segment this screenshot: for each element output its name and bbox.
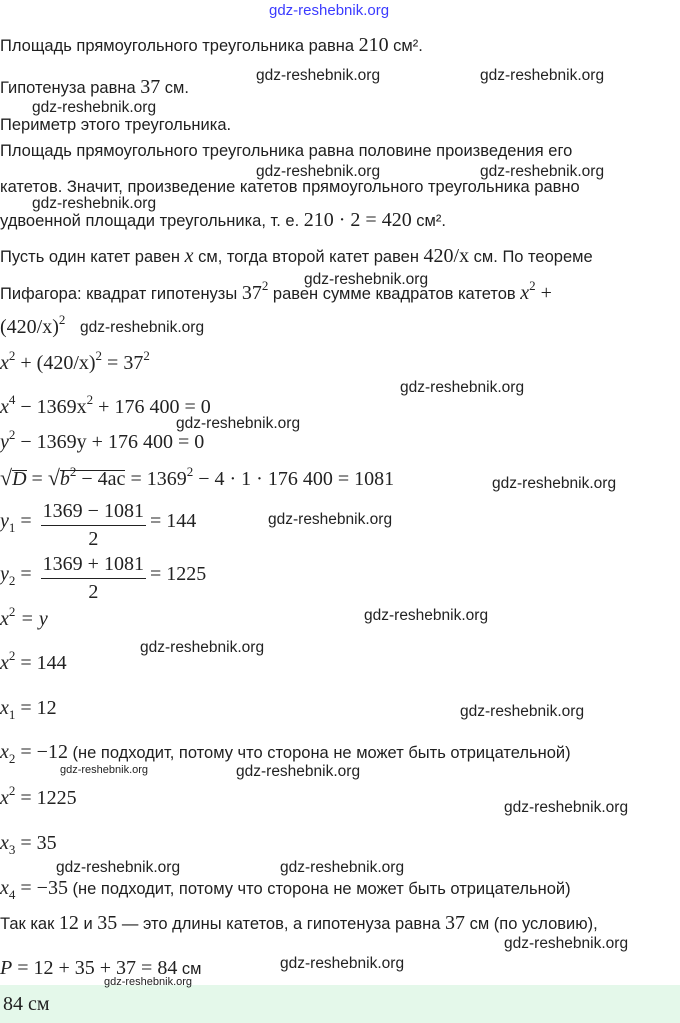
watermark: gdz-reshebnik.org (280, 955, 405, 972)
watermark: gdz-reshebnik.org (504, 799, 629, 816)
given-area-value: 210 (358, 34, 389, 56)
second-leg-squared: (420/x) (0, 316, 59, 338)
watermark: gdz-reshebnik.org (480, 67, 605, 84)
eq-term: x (0, 652, 9, 674)
watermark: gdz-reshebnik.org (256, 163, 381, 180)
x-variable: x (520, 282, 530, 304)
equation-x1 (0, 697, 57, 720)
eq-term: x (0, 877, 9, 899)
explanation-line-6 (0, 312, 66, 339)
watermark: gdz-reshebnik.org (504, 935, 629, 952)
eq-term: − 4ac (76, 468, 126, 490)
eq-power: 2 (143, 348, 150, 363)
eq-power: 2 (8, 648, 16, 663)
eq-term: = −12 (15, 741, 68, 763)
double-area-unit: см². (411, 212, 446, 230)
given-area-unit: см². (388, 37, 423, 55)
conclusion-text: см (по условию), (465, 915, 598, 933)
eq-term: = 144 (149, 510, 197, 533)
eq-term: x (0, 787, 9, 809)
second-leg-expr: 420/x (423, 245, 470, 267)
watermark: gdz-reshebnik.org (492, 475, 617, 492)
eq-subscript: 3 (8, 842, 16, 857)
explanation-line-4 (0, 245, 593, 268)
explanation-line-2: катетов. Значит, произведение катетов прямоугольного треугольника равно (0, 178, 580, 196)
equation-substitution (0, 604, 48, 631)
fraction-numerator: 1369 + 1081 (41, 553, 146, 579)
eq-term: = 1225 (15, 787, 77, 809)
sqrt-sign-icon: √ (47, 465, 60, 490)
perimeter-unit: см (177, 960, 202, 978)
eq-term: y (0, 510, 9, 533)
watermark: gdz-reshebnik.org (304, 271, 429, 288)
eq-term: = 144 (15, 652, 67, 674)
eq-term: + 176 400 = 0 (93, 396, 211, 418)
eq-term: x (0, 832, 9, 854)
eq-power: 2 (8, 427, 16, 442)
eq-term: + (420/x) (15, 352, 96, 374)
sqrt-discriminant (48, 465, 126, 491)
conclusion-text: и (78, 915, 98, 933)
conclusion-text: — это длины катетов, а гипотенуза равна (117, 915, 446, 933)
watermark: gdz-reshebnik.org (60, 764, 149, 776)
eq-term: = 1369 (125, 468, 187, 490)
eq-power: 2 (95, 348, 103, 363)
hypotenuse-power: 2 (261, 278, 269, 293)
watermark: gdz-reshebnik.org (400, 379, 525, 396)
answer-box (0, 985, 680, 1023)
eq-subscript: 1 (8, 520, 16, 536)
equation-y1: $y_1$ = $\frac{1369 - 1081}{2}$ = 144 (0, 500, 197, 546)
rejection-note: (не подходит, потому что сторона не может быть отрицательной) (67, 880, 571, 898)
eq-term: = (26, 468, 48, 490)
watermark: gdz-reshebnik.org (80, 319, 205, 336)
sqrt-d (0, 465, 27, 491)
second-leg-text: см, тогда второй катет равен (193, 248, 424, 266)
eq-term: = y (15, 608, 48, 630)
watermark: gdz-reshebnik.org (268, 511, 393, 528)
watermark: gdz-reshebnik.org (140, 639, 265, 656)
let-text: Пусть один катет равен (0, 248, 185, 266)
watermark: gdz-reshebnik.org (32, 195, 157, 212)
hypotenuse-value: 37 (445, 912, 466, 934)
leg-value: 35 (97, 912, 118, 934)
fraction-denominator: 2 (88, 581, 99, 599)
eq-term: = 12 + 35 + 37 = 84 (12, 957, 178, 979)
eq-term: D (12, 468, 27, 490)
top-watermark[interactable]: gdz-reshebnik.org (269, 2, 390, 19)
eq-term: x (0, 396, 9, 418)
eq-power: 2 (8, 604, 16, 619)
double-area-formula: 210 · 2 = 420 (303, 209, 412, 231)
sqrt-sign-icon: √ (0, 465, 13, 490)
given-hypotenuse-value: 37 (140, 76, 161, 98)
eq-term: = 37 (102, 352, 144, 374)
eq-power: 4 (8, 392, 16, 407)
conclusion-text: Так как (0, 915, 59, 933)
given-hypotenuse (0, 76, 189, 99)
eq-term: = 12 (15, 697, 57, 719)
watermark: gdz-reshebnik.org (480, 163, 605, 180)
eq-power: 2 (69, 464, 77, 479)
equation-discriminant (0, 465, 394, 491)
eq-term: x (0, 608, 9, 630)
eq-term: = 35 (15, 832, 57, 854)
rejection-note: (не подходит, потому что сторона не может быть отрицательной) (67, 744, 571, 762)
fraction-numerator: 1369 − 1081 (41, 500, 146, 526)
y1-fraction (41, 500, 146, 546)
eq-subscript: 2 (8, 573, 16, 589)
x-power: 2 (529, 278, 536, 293)
find-perimeter: Периметр этого треугольника. (0, 116, 232, 134)
eq-term: − 4 · 1 · 176 400 = 1081 (193, 468, 395, 490)
eq-subscript: 1 (8, 707, 16, 722)
y2-fraction (41, 553, 146, 599)
equation-quadratic-y (0, 427, 205, 454)
leg-variable: x (184, 245, 194, 267)
watermark: gdz-reshebnik.org (280, 859, 405, 876)
plus-sign: + (535, 282, 552, 304)
sum-text: равен сумме квадратов катетов (268, 285, 521, 303)
eq-term: x (0, 697, 9, 719)
eq-power: 2 (86, 392, 94, 407)
eq-power: 2 (186, 464, 194, 479)
equation-x4 (0, 877, 571, 900)
equation-x3 (0, 832, 57, 855)
theorem-text: см. По теореме (469, 248, 593, 266)
eq-term: = 1225 (149, 563, 207, 586)
second-leg-power: 2 (58, 312, 66, 327)
equation-y2: $y_2$ = $\frac{1369 + 1081}{2}$ = 1225 (0, 553, 207, 599)
watermark: gdz-reshebnik.org (56, 859, 181, 876)
eq-term: x (0, 741, 9, 763)
watermark: gdz-reshebnik.org (32, 99, 157, 116)
answer-value: 84 см (3, 993, 50, 1015)
eq-term: x (0, 352, 9, 374)
pythagoras-text: Пифагора: квадрат гипотенузы (0, 285, 242, 303)
conclusion-line (0, 912, 598, 935)
equation-x-squared-144 (0, 648, 67, 675)
watermark: gdz-reshebnik.org (236, 763, 361, 780)
given-area (0, 34, 423, 57)
eq-term: − 1369x (15, 396, 87, 418)
hypotenuse-number: 37 (241, 282, 262, 304)
leg-value: 12 (58, 912, 79, 934)
eq-power: 2 (8, 348, 16, 363)
explanation-line-1: Площадь прямоугольного треугольника равна половине произведения его (0, 142, 573, 160)
given-hypotenuse-unit: см. (160, 79, 189, 97)
eq-term: − 1369y + 176 400 = 0 (15, 431, 205, 453)
watermark: gdz-reshebnik.org (460, 703, 585, 720)
eq-term: y (0, 431, 9, 453)
eq-term: b (59, 468, 70, 490)
equation-x-squared-1225 (0, 783, 77, 810)
equation-pythagoras (0, 348, 150, 375)
given-area-text: Площадь прямоугольного треугольника равна (0, 37, 359, 55)
given-hypotenuse-text: Гипотенуза равна (0, 79, 141, 97)
watermark: gdz-reshebnik.org (364, 607, 489, 624)
explanation-line-3-text: удвоенной площади треугольника, т. е. (0, 212, 304, 230)
eq-subscript: 2 (8, 751, 16, 766)
equation-x2 (0, 741, 571, 764)
watermark: gdz-reshebnik.org (256, 67, 381, 84)
watermark: gdz-reshebnik.org (104, 976, 193, 988)
eq-term: = −35 (15, 877, 68, 899)
eq-subscript: 4 (8, 887, 16, 902)
eq-power: 2 (8, 783, 16, 798)
watermark: gdz-reshebnik.org (176, 415, 301, 432)
eq-term: y (0, 563, 9, 586)
eq-term: P (0, 957, 13, 979)
fraction-denominator: 2 (88, 528, 99, 546)
